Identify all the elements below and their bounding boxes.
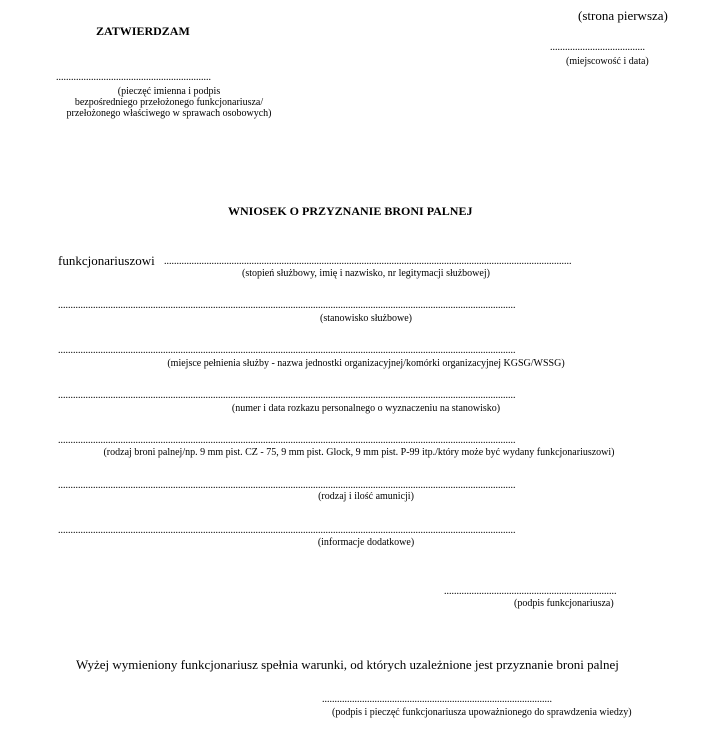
field-info-line[interactable]: ....................................................................................................................................................................................... xyxy=(58,525,516,536)
stamp-caption xyxy=(40,86,298,119)
eligibility-statement: Wyżej wymieniony funkcjonariusz spełnia warunki, od których uzależnione jest przyznanie broni palnej xyxy=(76,657,619,672)
officer-signature-caption: (podpis funkcjonariusza) xyxy=(514,598,614,609)
stamp-caption-line-2: bezpośredniego przełożonego funkcjonariusza/ xyxy=(74,97,264,108)
field-officer-caption: (stopień służbowy, imię i nazwisko, nr legitymacji służbowej) xyxy=(242,268,490,279)
place-date-caption: (miejscowość i data) xyxy=(566,56,649,67)
field-position-line[interactable]: ....................................................................................................................................................................................... xyxy=(58,300,516,311)
stamp-caption-line-1: (pieczęć imienna i podpis xyxy=(117,86,221,97)
field-weapon-caption: (rodzaj broni palnej/np. 9 mm pist. CZ - 75, 9 mm pist. Glock, 9 mm pist. P-99 itp./który może być wydany funkcjonariuszowi) xyxy=(103,447,615,458)
field-order-caption: (numer i data rozkazu personalnego o wyznaczeniu na stanowisko) xyxy=(231,403,501,414)
page-label: (strona pierwsza) xyxy=(578,8,668,23)
field-ammo-line[interactable]: ....................................................................................................................................................................................... xyxy=(58,480,516,491)
field-weapon-line[interactable]: ....................................................................................................................................................................................... xyxy=(58,435,516,446)
field-unit-caption: (miejsce pełnienia służby - nazwa jednostki organizacyjnej/komórki organizacyjnej KGSG/WSSG) xyxy=(167,358,565,369)
field-order-line[interactable]: ....................................................................................................................................................................................... xyxy=(58,390,516,401)
stamp-caption-line-3: przełożonego właściwego w sprawach osobowych) xyxy=(66,108,272,119)
field-officer-line[interactable]: ................................................................................................................................................................... xyxy=(164,256,572,267)
field-officer-prefix: funkcjonariuszowi xyxy=(58,253,155,268)
authorized-signature-caption: (podpis i pieczęć funkcjonariusza upoważnionego do sprawdzenia wiedzy) xyxy=(332,707,632,718)
authorized-signature-line[interactable]: ............................................................................................ xyxy=(322,694,552,705)
document-title: WNIOSEK O PRZYZNANIE BRONI PALNEJ xyxy=(228,204,473,218)
stamp-line: .............................................................. xyxy=(56,72,211,83)
approve-heading: ZATWIERDZAM xyxy=(96,24,190,38)
officer-signature-line[interactable]: ..................................................................... xyxy=(444,586,617,597)
field-unit-line[interactable]: ....................................................................................................................................................................................... xyxy=(58,345,516,356)
field-position-caption: (stanowisko służbowe) xyxy=(320,313,412,324)
field-ammo-caption: (rodzaj i ilość amunicji) xyxy=(318,491,414,502)
field-info-caption: (informacje dodatkowe) xyxy=(317,537,415,548)
place-date-line: ...................................... xyxy=(550,42,645,53)
